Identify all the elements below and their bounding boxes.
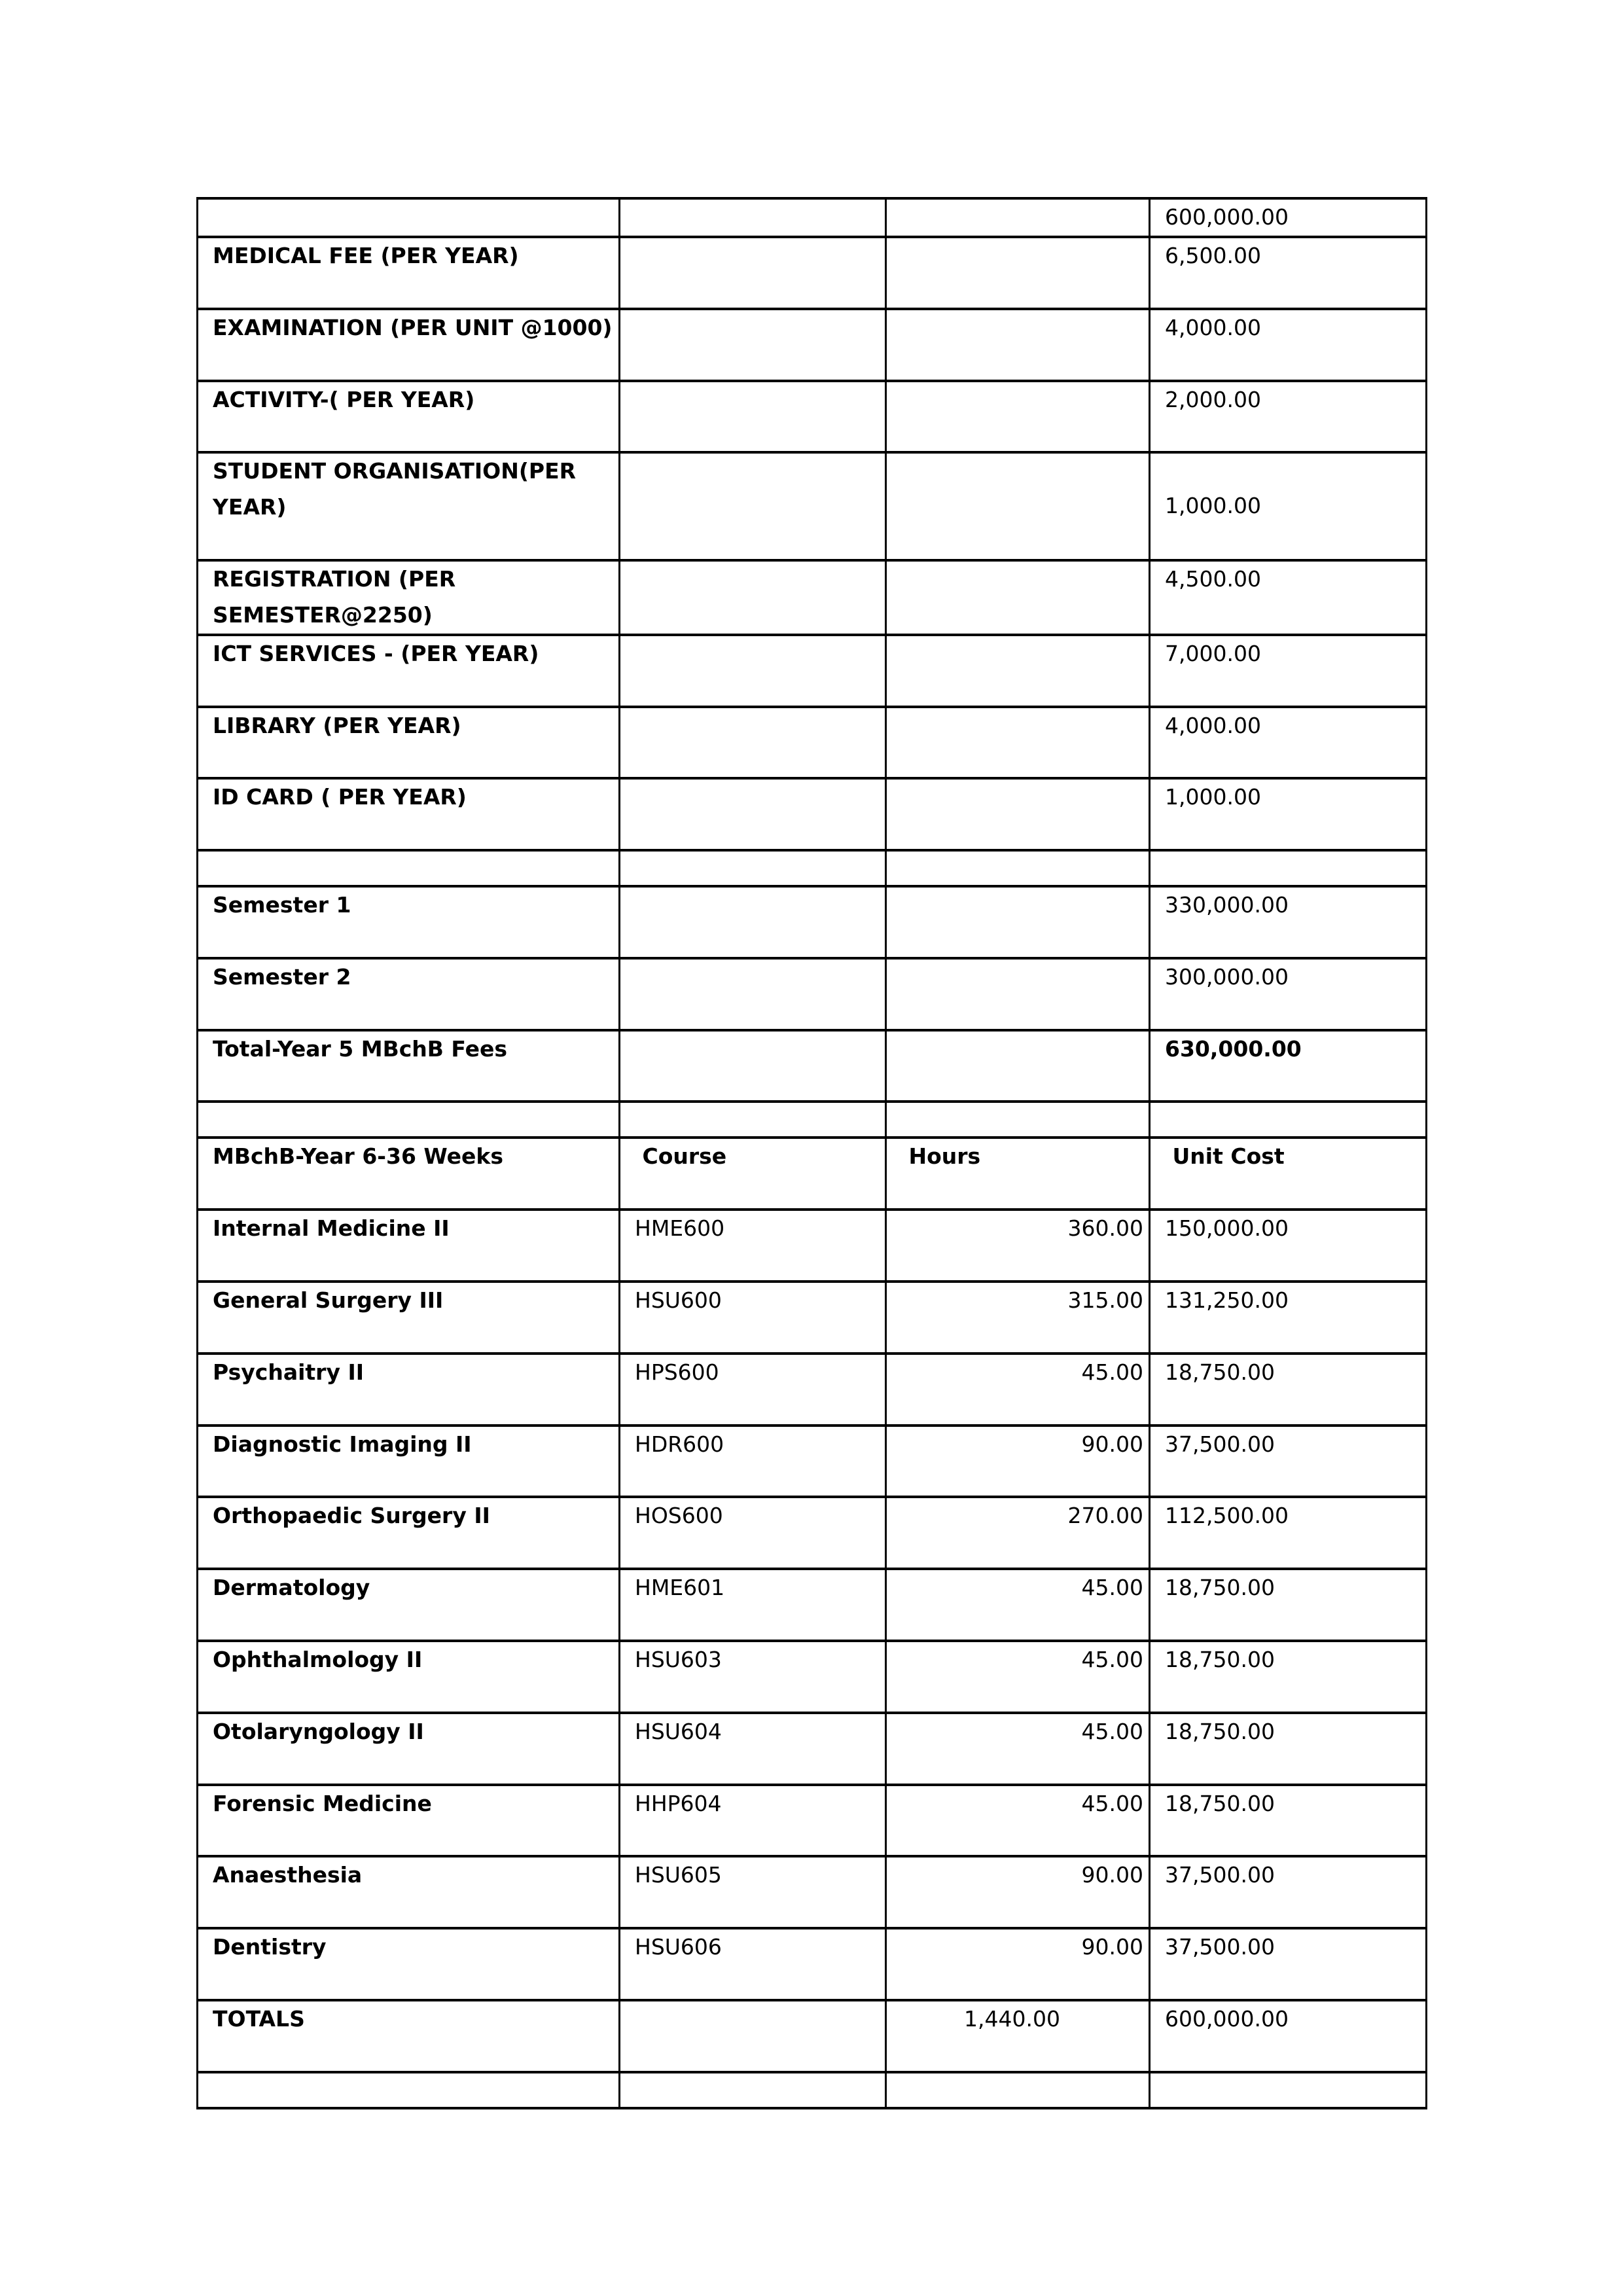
course-name: Psychaitry II	[198, 1354, 620, 1426]
course-unit-cost: 150,000.00	[1150, 1210, 1427, 1282]
fee-amount: 600,000.00	[1150, 198, 1427, 237]
empty-cell	[620, 635, 886, 707]
fee-label: ID CARD ( PER YEAR)	[198, 778, 620, 850]
empty-cell	[886, 198, 1150, 237]
course-hours: 45.00	[886, 1641, 1150, 1713]
year6-header-row	[198, 1138, 1427, 1210]
course-row	[198, 1713, 1427, 1785]
course-name: Orthopaedic Surgery II	[198, 1497, 620, 1569]
fee-row-semester-1	[198, 886, 1427, 958]
empty-cell	[1150, 850, 1427, 886]
course-code: HPS600	[620, 1354, 886, 1426]
course-name: Anaesthesia	[198, 1856, 620, 1928]
empty-cell	[886, 2072, 1150, 2108]
empty-cell	[198, 850, 620, 886]
fee-row-registration	[198, 560, 1427, 635]
course-row	[198, 1497, 1427, 1569]
empty-cell	[886, 778, 1150, 850]
fee-amount: 1,000.00	[1150, 778, 1427, 850]
empty-cell	[1150, 1102, 1427, 1138]
empty-cell	[620, 886, 886, 958]
fee-label: MEDICAL FEE (PER YEAR)	[198, 237, 620, 309]
fee-label: ACTIVITY-( PER YEAR)	[198, 381, 620, 453]
course-code: HHP604	[620, 1785, 886, 1857]
spacer-row	[198, 2072, 1427, 2108]
fee-label	[198, 198, 620, 237]
empty-cell	[620, 2000, 886, 2072]
course-name: Otolaryngology II	[198, 1713, 620, 1785]
empty-cell	[1150, 2072, 1427, 2108]
empty-cell	[886, 381, 1150, 453]
fee-row-medical	[198, 237, 1427, 309]
course-unit-cost: 18,750.00	[1150, 1641, 1427, 1713]
course-row	[198, 1785, 1427, 1857]
course-unit-cost: 18,750.00	[1150, 1354, 1427, 1426]
course-hours: 360.00	[886, 1210, 1150, 1282]
course-hours: 45.00	[886, 1713, 1150, 1785]
course-row	[198, 1426, 1427, 1498]
course-name: Diagnostic Imaging II	[198, 1426, 620, 1498]
year6-title: MBchB-Year 6-36 Weeks	[198, 1138, 620, 1210]
empty-cell	[620, 2072, 886, 2108]
fee-label: REGISTRATION (PER SEMESTER@2250)	[198, 560, 620, 635]
course-name: Dermatology	[198, 1569, 620, 1641]
course-hours: 45.00	[886, 1354, 1150, 1426]
column-header-hours: Hours	[886, 1138, 1150, 1210]
fee-amount: 330,000.00	[1150, 886, 1427, 958]
empty-cell	[620, 452, 886, 560]
fee-amount: 4,000.00	[1150, 309, 1427, 381]
course-row	[198, 1282, 1427, 1354]
totals-label: TOTALS	[198, 2000, 620, 2072]
fee-amount: 4,000.00	[1150, 707, 1427, 779]
empty-cell	[886, 886, 1150, 958]
empty-cell	[620, 237, 886, 309]
course-code: HSU605	[620, 1856, 886, 1928]
course-code: HSU603	[620, 1641, 886, 1713]
course-unit-cost: 37,500.00	[1150, 1426, 1427, 1498]
course-unit-cost: 131,250.00	[1150, 1282, 1427, 1354]
empty-cell	[620, 381, 886, 453]
course-code: HSU604	[620, 1713, 886, 1785]
empty-cell	[886, 309, 1150, 381]
course-hours: 90.00	[886, 1426, 1150, 1498]
empty-cell	[886, 452, 1150, 560]
course-hours: 90.00	[886, 1928, 1150, 2000]
fee-label: STUDENT ORGANISATION(PER YEAR)	[198, 452, 620, 560]
fee-row-library	[198, 707, 1427, 779]
empty-cell	[886, 635, 1150, 707]
empty-cell	[620, 309, 886, 381]
course-code: HME601	[620, 1569, 886, 1641]
course-name: Dentistry	[198, 1928, 620, 2000]
course-hours: 315.00	[886, 1282, 1150, 1354]
empty-cell	[620, 198, 886, 237]
fee-row-ict-services	[198, 635, 1427, 707]
empty-cell	[620, 958, 886, 1030]
empty-cell	[620, 707, 886, 779]
fee-label: Semester 2	[198, 958, 620, 1030]
course-code: HDR600	[620, 1426, 886, 1498]
fee-amount: 300,000.00	[1150, 958, 1427, 1030]
column-header-unit-cost: Unit Cost	[1150, 1138, 1427, 1210]
course-row	[198, 1569, 1427, 1641]
fee-row-total-year-5	[198, 1030, 1427, 1102]
empty-cell	[886, 850, 1150, 886]
totals-hours: 1,440.00	[886, 2000, 1150, 2072]
empty-cell	[886, 237, 1150, 309]
empty-cell	[620, 778, 886, 850]
empty-cell	[620, 850, 886, 886]
fee-row-subtotal	[198, 198, 1427, 237]
course-row	[198, 1354, 1427, 1426]
course-name: General Surgery III	[198, 1282, 620, 1354]
empty-cell	[620, 1102, 886, 1138]
empty-cell	[198, 1102, 620, 1138]
fee-label: LIBRARY (PER YEAR)	[198, 707, 620, 779]
spacer-row	[198, 850, 1427, 886]
fee-amount: 4,500.00	[1150, 560, 1427, 635]
course-code: HOS600	[620, 1497, 886, 1569]
course-row	[198, 1641, 1427, 1713]
empty-cell	[886, 958, 1150, 1030]
empty-cell	[198, 2072, 620, 2108]
fee-amount: 2,000.00	[1150, 381, 1427, 453]
totals-table-body	[198, 2000, 1427, 2108]
fee-label: Total-Year 5 MBchB Fees	[198, 1030, 620, 1102]
fee-row-examination	[198, 309, 1427, 381]
fees-table-body	[198, 198, 1427, 1210]
course-code: HSU606	[620, 1928, 886, 2000]
column-header-course: Course	[620, 1138, 886, 1210]
fee-row-activity	[198, 381, 1427, 453]
course-unit-cost: 112,500.00	[1150, 1497, 1427, 1569]
fee-amount: 7,000.00	[1150, 635, 1427, 707]
course-unit-cost: 18,750.00	[1150, 1569, 1427, 1641]
course-unit-cost: 18,750.00	[1150, 1713, 1427, 1785]
empty-cell	[886, 707, 1150, 779]
course-hours: 45.00	[886, 1569, 1150, 1641]
course-code: HME600	[620, 1210, 886, 1282]
totals-row	[198, 2000, 1427, 2072]
course-hours: 270.00	[886, 1497, 1150, 1569]
fee-amount: 1,000.00	[1150, 452, 1427, 560]
fee-row-semester-2	[198, 958, 1427, 1030]
fee-label: Semester 1	[198, 886, 620, 958]
course-row	[198, 1928, 1427, 2000]
course-row	[198, 1210, 1427, 1282]
fee-total-amount: 630,000.00	[1150, 1030, 1427, 1102]
spacer-row	[198, 1102, 1427, 1138]
course-hours: 90.00	[886, 1856, 1150, 1928]
fee-row-id-card	[198, 778, 1427, 850]
empty-cell	[886, 1102, 1150, 1138]
course-unit-cost: 37,500.00	[1150, 1928, 1427, 2000]
courses-table-body	[198, 1210, 1427, 2000]
fee-label: EXAMINATION (PER UNIT @1000)	[198, 309, 620, 381]
course-unit-cost: 18,750.00	[1150, 1785, 1427, 1857]
course-name: Internal Medicine II	[198, 1210, 620, 1282]
empty-cell	[886, 560, 1150, 635]
empty-cell	[886, 1030, 1150, 1102]
course-code: HSU600	[620, 1282, 886, 1354]
fee-row-student-organisation	[198, 452, 1427, 560]
course-unit-cost: 37,500.00	[1150, 1856, 1427, 1928]
totals-unit-cost: 600,000.00	[1150, 2000, 1427, 2072]
course-name: Ophthalmology II	[198, 1641, 620, 1713]
empty-cell	[620, 1030, 886, 1102]
fees-table	[196, 197, 1427, 2109]
fee-label: ICT SERVICES - (PER YEAR)	[198, 635, 620, 707]
course-row	[198, 1856, 1427, 1928]
course-hours: 45.00	[886, 1785, 1150, 1857]
fee-amount: 6,500.00	[1150, 237, 1427, 309]
course-name: Forensic Medicine	[198, 1785, 620, 1857]
empty-cell	[620, 560, 886, 635]
